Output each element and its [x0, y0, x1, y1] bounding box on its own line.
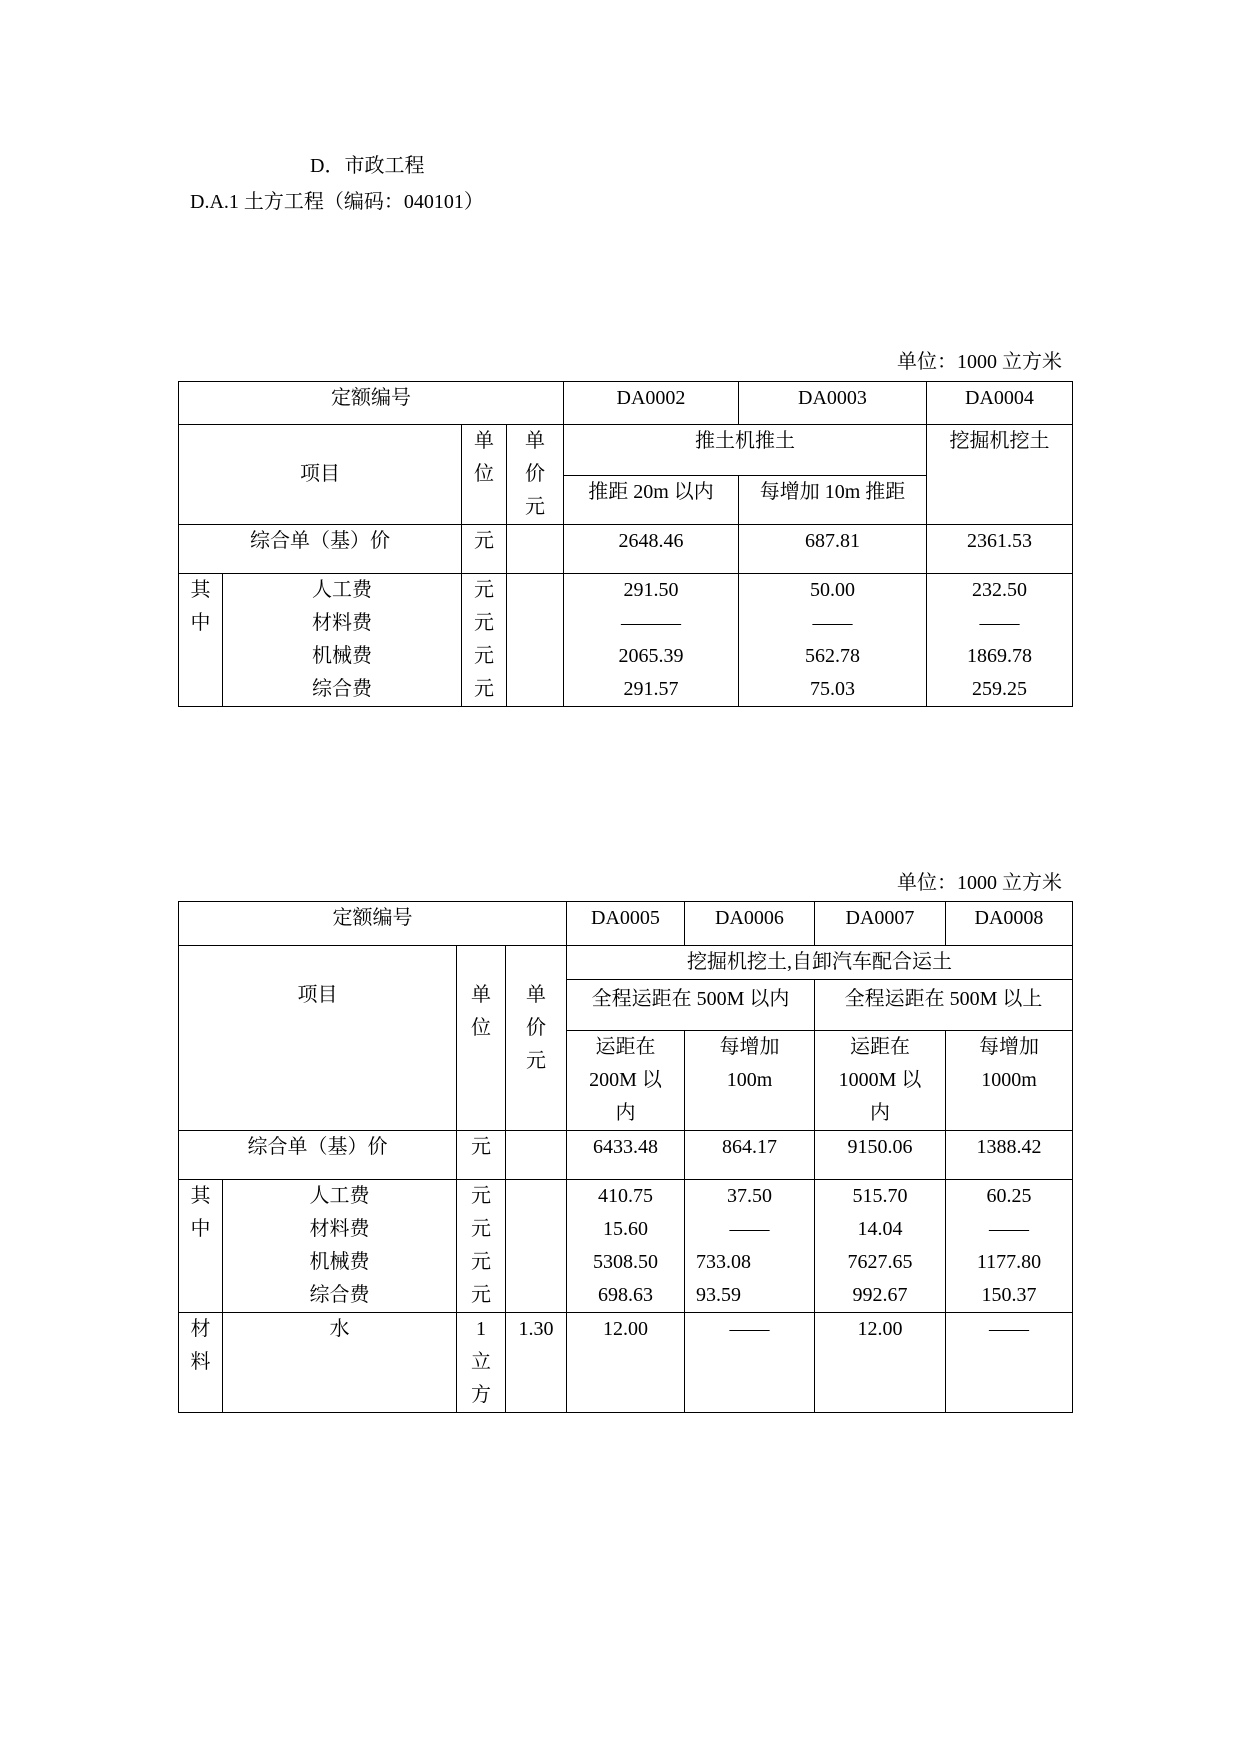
material-unit: [457, 1313, 506, 1413]
cost-value: 410.75: [598, 1185, 653, 1207]
composite-value: 6433.48: [567, 1131, 685, 1180]
unit-header-text: 单位: [474, 430, 494, 485]
material-name: 水: [223, 1313, 457, 1413]
breakdown-row: [179, 1180, 1073, 1313]
cost-value: 150.37: [981, 1284, 1037, 1306]
quota-code: DA0004: [927, 382, 1073, 425]
quota-number-label: 定额编号: [179, 902, 567, 946]
materials-row: [179, 1313, 1073, 1413]
breakdown-unit: 元: [474, 645, 494, 667]
quota-number-label: 定额编号: [179, 382, 564, 425]
sub-column-header: 每增加 1000m: [946, 1031, 1073, 1131]
cost-value: ———: [621, 612, 681, 634]
material-value: 12.00: [815, 1313, 946, 1413]
composite-price-row: [179, 1131, 1073, 1180]
breakdown-unit: 元: [471, 1251, 491, 1273]
sub-column-header: 推距 20m 以内: [564, 475, 739, 525]
breakdown-unit: 元: [471, 1284, 491, 1306]
cost-value: 93.59: [696, 1284, 741, 1306]
quota-code: DA0006: [685, 902, 815, 946]
cost-value: 992.67: [852, 1284, 908, 1306]
cost-value: 75.03: [810, 678, 855, 700]
breakdown-unit: 元: [474, 579, 494, 601]
sub-column-header: 每增加 10m 推距: [739, 475, 927, 525]
breakdown-values: [685, 1180, 815, 1313]
cost-value: 50.00: [810, 579, 855, 601]
breakdown-group-text: 其中: [190, 1185, 211, 1240]
cost-value: 562.78: [805, 645, 860, 667]
header-row: [179, 382, 1073, 425]
breakdown-item-name: 综合费: [312, 678, 372, 700]
cost-value: 5308.50: [593, 1251, 658, 1273]
composite-value: 2361.53: [927, 525, 1073, 574]
quota-table-2: [178, 901, 1073, 1413]
distance-group-header: 全程运距在 500M 以内: [567, 980, 815, 1031]
cost-value: 232.50: [972, 579, 1027, 601]
breakdown-values: [567, 1180, 685, 1313]
breakdown-item-name: 人工费: [312, 579, 372, 601]
cost-value: 291.57: [623, 678, 679, 700]
empty-cell: [506, 1131, 567, 1180]
breakdown-unit: 元: [471, 1218, 491, 1240]
unit-header-text: 单位: [471, 984, 491, 1039]
composite-unit: 元: [462, 525, 507, 574]
item-header: 项目: [179, 425, 462, 525]
empty-cell: [507, 574, 564, 707]
unit-price-header-text: 单价元: [526, 984, 546, 1072]
quota-code: DA0002: [564, 382, 739, 425]
breakdown-units: [462, 574, 507, 707]
sub-column-header: 每增加 100m: [685, 1031, 815, 1131]
cost-value: 291.50: [623, 579, 679, 601]
quota-code: DA0003: [739, 382, 927, 425]
cost-value: 7627.65: [847, 1251, 913, 1273]
composite-value: 2648.46: [564, 525, 739, 574]
cost-value: ——: [812, 612, 853, 634]
composite-value: 1388.42: [946, 1131, 1073, 1180]
cost-value: 733.08: [696, 1251, 751, 1273]
bulldozer-group-header: 推土机推土: [564, 425, 927, 476]
unit-price-header-text: 单价元: [525, 430, 545, 518]
cost-value: 2065.39: [618, 645, 684, 667]
breakdown-unit: 元: [474, 678, 494, 700]
cost-value: ——: [729, 1218, 770, 1240]
breakdown-values: [564, 574, 739, 707]
unit-header: [462, 425, 507, 525]
quota-code: DA0007: [815, 902, 946, 946]
breakdown-names: [223, 1180, 457, 1313]
quota-table-1: [178, 381, 1073, 707]
cost-value: 698.63: [598, 1284, 653, 1306]
cost-value: ——: [989, 1218, 1029, 1240]
section-title: D．市政工程: [310, 155, 425, 177]
header-row: [179, 425, 1073, 476]
quota-code: DA0005: [567, 902, 685, 946]
cost-value: 60.25: [986, 1185, 1032, 1207]
breakdown-group-label: [179, 1180, 223, 1313]
header-row: [179, 902, 1073, 946]
material-value: ——: [946, 1313, 1073, 1413]
composite-price-label: 综合单（基）价: [179, 1131, 457, 1180]
cost-value: 14.04: [857, 1218, 903, 1240]
composite-value: 687.81: [739, 525, 927, 574]
material-value: ——: [685, 1313, 815, 1413]
composite-unit: 元: [457, 1131, 506, 1180]
breakdown-item-name: 综合费: [309, 1284, 370, 1306]
breakdown-values: [815, 1180, 946, 1313]
composite-value: 9150.06: [815, 1131, 946, 1180]
sub-column-header: 运距在 200M 以 内: [567, 1031, 685, 1131]
subsection-title: D.A.1 土方工程（编码：040101）: [190, 191, 484, 213]
breakdown-item-name: 机械费: [312, 645, 372, 667]
material-value: 12.00: [567, 1313, 685, 1413]
breakdown-item-name: 人工费: [309, 1185, 370, 1207]
breakdown-group-label: [179, 574, 223, 707]
breakdown-item-name: 材料费: [309, 1218, 370, 1240]
material-price: 1.30: [506, 1313, 567, 1413]
breakdown-unit: 元: [474, 612, 494, 634]
breakdown-item-name: 机械费: [309, 1251, 370, 1273]
cost-value: 259.25: [972, 678, 1027, 700]
breakdown-values: [946, 1180, 1073, 1313]
materials-group-label: [179, 1313, 223, 1413]
unit-header: [457, 946, 506, 1131]
excavator-group-header: 挖掘机挖土: [927, 425, 1073, 525]
cost-value: ——: [979, 612, 1020, 634]
breakdown-row: [179, 574, 1073, 707]
materials-group-text: 材料: [190, 1318, 211, 1373]
cost-value: 1869.78: [967, 645, 1032, 667]
distance-group-header: 全程运距在 500M 以上: [815, 980, 1073, 1031]
unit-note-2: 单位：1000 立方米: [897, 872, 1062, 894]
unit-price-header: [507, 425, 564, 525]
cost-value: 37.50: [727, 1185, 772, 1207]
empty-cell: [507, 525, 564, 574]
composite-value: 864.17: [685, 1131, 815, 1180]
header-row: [179, 946, 1073, 980]
item-header: 项目: [179, 946, 457, 1131]
cost-value: 15.60: [603, 1218, 648, 1240]
unit-note-1: 单位：1000 立方米: [897, 351, 1062, 373]
breakdown-values: [739, 574, 927, 707]
breakdown-values: [927, 574, 1073, 707]
excavator-transport-group-header: 挖掘机挖土,自卸汽车配合运土: [567, 946, 1073, 980]
composite-price-row: [179, 525, 1073, 574]
breakdown-unit: 元: [471, 1185, 491, 1207]
cost-value: 1177.80: [976, 1251, 1042, 1273]
breakdown-group-text: 其中: [190, 579, 211, 634]
composite-price-label: 综合单（基）价: [179, 525, 462, 574]
breakdown-units: [457, 1180, 506, 1313]
breakdown-item-name: 材料费: [312, 612, 372, 634]
material-unit-text: 1立方: [471, 1318, 491, 1406]
unit-price-header: [506, 946, 567, 1131]
cost-value: 515.70: [852, 1185, 908, 1207]
breakdown-names: [223, 574, 462, 707]
empty-cell: [506, 1180, 567, 1313]
quota-code: DA0008: [946, 902, 1073, 946]
sub-column-header: 运距在 1000M 以 内: [815, 1031, 946, 1131]
